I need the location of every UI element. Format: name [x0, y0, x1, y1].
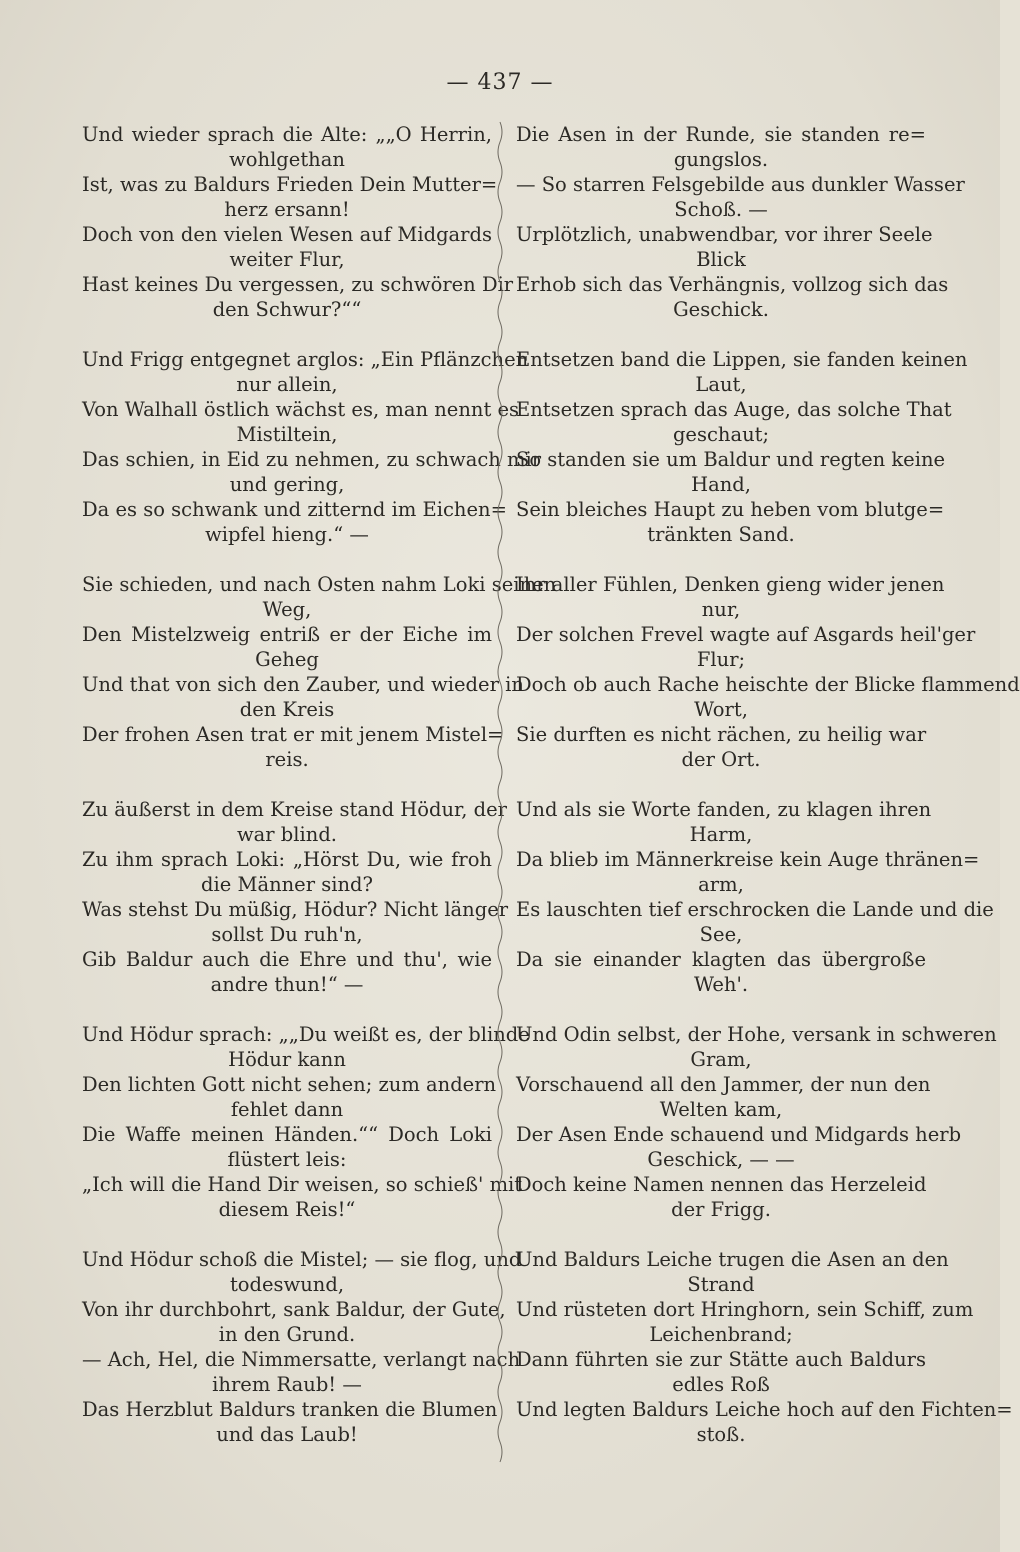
- verse-line: [516, 272, 949, 322]
- verse-line: [82, 122, 492, 172]
- verse-line-text: Von Walhall östlich wächst es, man nennt es: [82, 398, 520, 421]
- verse-line: [516, 397, 952, 447]
- verse-line-text: Und Odin selbst, der Hohe, versank in schweren: [516, 1023, 997, 1046]
- verse-line-text: Von ihr durchbohrt, sank Baldur, der Gute,: [82, 1298, 506, 1321]
- verse-line-text: Der frohen Asen trat er mit jenem Mistel=: [82, 723, 504, 746]
- verse-line-continuation: wipfel hieng.“ —: [205, 523, 369, 546]
- stanza: [82, 1247, 522, 1447]
- verse-line-continuation: in den Grund.: [218, 1323, 356, 1346]
- stanza: [82, 572, 557, 772]
- verse-line-continuation: wohlgethan: [229, 148, 345, 171]
- verse-line: [82, 347, 529, 397]
- verse-line: [82, 397, 520, 447]
- verse-line-continuation: weiter Flur,: [229, 248, 345, 271]
- verse-line-continuation: tränkten Sand.: [647, 523, 795, 546]
- verse-line: [516, 447, 946, 497]
- verse-line: [516, 1297, 974, 1347]
- verse-line-continuation: Weg,: [262, 598, 312, 621]
- verse-line: [516, 1172, 926, 1222]
- verse-line-text: Ist, was zu Baldurs Frieden Dein Mutter=: [82, 173, 498, 196]
- stanza: [82, 1022, 530, 1222]
- verse-line-text: Vorschauend all den Jammer, der nun den: [516, 1073, 931, 1096]
- verse-line-text: Zu äußerst in dem Kreise stand Hödur, der: [82, 798, 507, 821]
- verse-line: [82, 1122, 492, 1172]
- verse-line-text: Und Baldurs Leiche trugen die Asen an den: [516, 1248, 949, 1271]
- stanza: [516, 1022, 997, 1222]
- verse-line-text: Es lauschten tief erschrocken die Lande und die: [516, 898, 994, 921]
- stanza: [516, 122, 965, 322]
- stanza: [516, 572, 1020, 772]
- verse-line-text: Und legten Baldurs Leiche hoch auf den Fichten=: [516, 1398, 1013, 1421]
- verse-line-text: Doch keine Namen nennen das Herzeleid: [516, 1173, 927, 1196]
- verse-line-continuation: Laut,: [695, 373, 747, 396]
- verse-line-continuation: Mistiltein,: [236, 423, 338, 446]
- verse-line-continuation: Hand,: [691, 473, 751, 496]
- verse-line: [516, 222, 933, 272]
- verse-line-text: Urplötzlich, unabwendbar, vor ihrer Seele: [516, 223, 933, 246]
- verse-line-text: Und als sie Worte fanden, zu klagen ihren: [516, 798, 932, 821]
- verse-line-text: — Ach, Hel, die Nimmersatte, verlangt nach: [82, 1348, 521, 1371]
- verse-line: [82, 722, 504, 772]
- verse-line: [82, 797, 507, 847]
- verse-line-continuation: den Kreis: [239, 698, 335, 721]
- verse-line-continuation: den Schwur?““: [212, 298, 362, 321]
- verse-line-text: Und Frigg entgegnet arglos: „Ein Pflänzchen: [82, 348, 529, 371]
- verse-line: [82, 622, 492, 672]
- verse-line: [82, 947, 492, 997]
- verse-line-text: Und that von sich den Zauber, und wieder in: [82, 673, 524, 696]
- verse-line-continuation: die Männer sind?: [201, 873, 373, 896]
- verse-line: [516, 947, 926, 997]
- verse-line-text: Erhob sich das Verhängnis, vollzog sich das: [516, 273, 949, 296]
- verse-line: [82, 222, 492, 272]
- stanza: [82, 797, 509, 997]
- verse-line-text: Sie schieden, und nach Osten nahm Loki seinen: [82, 573, 557, 596]
- verse-line-continuation: Weh'.: [693, 973, 749, 996]
- verse-line: [516, 1347, 926, 1397]
- verse-line-text: Die Waffe meinen Händen.““ Doch Loki: [82, 1123, 492, 1146]
- verse-line-continuation: und gering,: [229, 473, 345, 496]
- verse-line-text: Das Herzblut Baldurs tranken die Blumen: [82, 1398, 498, 1421]
- right-column: [516, 122, 1020, 1472]
- verse-line: [516, 797, 932, 847]
- verse-line-continuation: Welten kam,: [659, 1098, 783, 1121]
- stanza: [516, 797, 994, 997]
- verse-line-continuation: Schoß. —: [674, 198, 768, 221]
- verse-line-text: Sein bleiches Haupt zu heben vom blutge=: [516, 498, 945, 521]
- verse-line: [82, 1347, 521, 1397]
- verse-line-text: Sie durften es nicht rächen, zu heilig war: [516, 723, 927, 746]
- verse-line: [82, 447, 542, 497]
- left-column: [82, 122, 557, 1472]
- stanza: [516, 347, 968, 547]
- verse-line: [516, 572, 945, 622]
- verse-line: [516, 347, 968, 397]
- verse-line: [82, 272, 514, 322]
- verse-line-text: Und wieder sprach die Alte: „„O Herrin,: [82, 123, 492, 146]
- verse-line-text: So standen sie um Baldur und regten keine: [516, 448, 946, 471]
- verse-line: [516, 1247, 949, 1297]
- verse-line-continuation: See,: [699, 923, 743, 946]
- stanza: [82, 347, 542, 547]
- verse-line: [82, 847, 492, 897]
- verse-line: [516, 1022, 997, 1072]
- verse-line-continuation: Wort,: [694, 698, 748, 721]
- verse-line-continuation: andre thun!“ —: [210, 973, 364, 996]
- verse-line: [516, 1397, 1013, 1447]
- verse-line-continuation: Geheg: [255, 648, 319, 671]
- verse-line-continuation: Geschick, — —: [647, 1148, 795, 1171]
- verse-line-continuation: geschaut;: [672, 423, 770, 446]
- verse-line-text: Und rüsteten dort Hringhorn, sein Schiff, zum: [516, 1298, 974, 1321]
- verse-line-text: Das schien, in Eid zu nehmen, zu schwach mir: [82, 448, 542, 471]
- verse-line-continuation: Blick: [696, 248, 746, 271]
- verse-line-text: Der Asen Ende schauend und Midgards herb: [516, 1123, 962, 1146]
- verse-line: [82, 1397, 498, 1447]
- verse-line: [82, 1072, 497, 1122]
- verse-line-continuation: todeswund,: [229, 1273, 345, 1296]
- verse-line: [82, 672, 524, 722]
- verse-line-text: Zu ihm sprach Loki: „Hörst Du, wie froh: [82, 848, 492, 871]
- verse-line-continuation: der Frigg.: [671, 1198, 771, 1221]
- verse-line-continuation: nur allein,: [236, 373, 338, 396]
- verse-line: [82, 497, 507, 547]
- verse-line-continuation: herz ersann!: [224, 198, 350, 221]
- verse-line-text: Dann führten sie zur Stätte auch Baldurs: [516, 1348, 926, 1371]
- verse-line-continuation: stoß.: [696, 1423, 746, 1446]
- verse-line-text: Der solchen Frevel wagte auf Asgards heil'ger: [516, 623, 976, 646]
- verse-line-text: — So starren Felsgebilde aus dunkler Wasser: [516, 173, 965, 196]
- verse-line-text: Und Hödur sprach: „„Du weißt es, der blinde: [82, 1023, 530, 1046]
- verse-line-text: Was stehst Du müßig, Hödur? Nicht länger: [82, 898, 509, 921]
- verse-line: [516, 1072, 931, 1122]
- verse-line: [82, 1022, 530, 1072]
- verse-line-text: Ihr aller Fühlen, Denken gieng wider jenen: [516, 573, 945, 596]
- verse-line-continuation: flüstert leis:: [227, 1148, 347, 1171]
- verse-line: [516, 1122, 962, 1172]
- verse-line-text: „Ich will die Hand Dir weisen, so schieß' mit: [82, 1173, 523, 1196]
- verse-line-continuation: nur,: [701, 598, 741, 621]
- verse-line-text: Da es so schwank und zitternd im Eichen=: [82, 498, 507, 521]
- verse-line-text: Doch ob auch Rache heischte der Blicke flammend: [516, 673, 1020, 696]
- verse-line: [82, 572, 557, 622]
- verse-line: [516, 497, 945, 547]
- verse-line-text: Die Asen in der Runde, sie standen re=: [516, 123, 926, 146]
- verse-line-continuation: arm,: [698, 873, 744, 896]
- verse-line-continuation: Geschick.: [673, 298, 769, 321]
- verse-line-text: Entsetzen band die Lippen, sie fanden keinen: [516, 348, 968, 371]
- verse-line-continuation: gungslos.: [673, 148, 769, 171]
- verse-line-continuation: Flur;: [696, 648, 746, 671]
- verse-line: [82, 897, 509, 947]
- verse-line: [516, 122, 926, 172]
- verse-line-continuation: Gram,: [690, 1048, 752, 1071]
- verse-line-continuation: war blind.: [236, 823, 338, 846]
- verse-line: [516, 672, 1020, 722]
- verse-line-continuation: Hödur kann: [228, 1048, 346, 1071]
- verse-line: [516, 172, 965, 222]
- verse-line: [516, 847, 980, 897]
- verse-line: [516, 897, 994, 947]
- verse-line-continuation: und das Laub!: [216, 1423, 358, 1446]
- verse-line-text: Hast keines Du vergessen, zu schwören Dir: [82, 273, 514, 296]
- verse-line-continuation: edles Roß: [672, 1373, 770, 1396]
- verse-line-continuation: sollst Du ruh'n,: [211, 923, 363, 946]
- verse-line: [82, 1297, 506, 1347]
- verse-line-continuation: reis.: [265, 748, 309, 771]
- verse-line-text: Da sie einander klagten das übergroße: [516, 948, 926, 971]
- verse-line: [82, 1247, 522, 1297]
- verse-line-continuation: Strand: [687, 1273, 755, 1296]
- page-number: — 437 —: [446, 70, 554, 95]
- verse-line: [516, 622, 976, 672]
- verse-line-continuation: Leichenbrand;: [649, 1323, 793, 1346]
- verse-line-continuation: Harm,: [689, 823, 753, 846]
- verse-line-text: Da blieb im Männerkreise kein Auge thränen=: [516, 848, 980, 871]
- verse-line: [82, 172, 498, 222]
- verse-line: [516, 722, 926, 772]
- column-divider: [494, 122, 506, 1462]
- verse-line-continuation: diesem Reis!“: [218, 1198, 356, 1221]
- verse-line: [82, 1172, 523, 1222]
- verse-line-text: Entsetzen sprach das Auge, das solche That: [516, 398, 952, 421]
- verse-line-continuation: der Ort.: [681, 748, 761, 771]
- stanza: [82, 122, 514, 322]
- verse-line-text: Doch von den vielen Wesen auf Midgards: [82, 223, 492, 246]
- stanza: [516, 1247, 1013, 1447]
- verse-line-text: Den Mistelzweig entriß er der Eiche im: [82, 623, 492, 646]
- verse-line-text: Gib Baldur auch die Ehre und thu', wie: [82, 948, 492, 971]
- verse-line-continuation: ihrem Raub! —: [212, 1373, 362, 1396]
- verse-line-text: Den lichten Gott nicht sehen; zum andern: [82, 1073, 497, 1096]
- verse-line-text: Und Hödur schoß die Mistel; — sie flog, und: [82, 1248, 522, 1271]
- verse-line-continuation: fehlet dann: [230, 1098, 344, 1121]
